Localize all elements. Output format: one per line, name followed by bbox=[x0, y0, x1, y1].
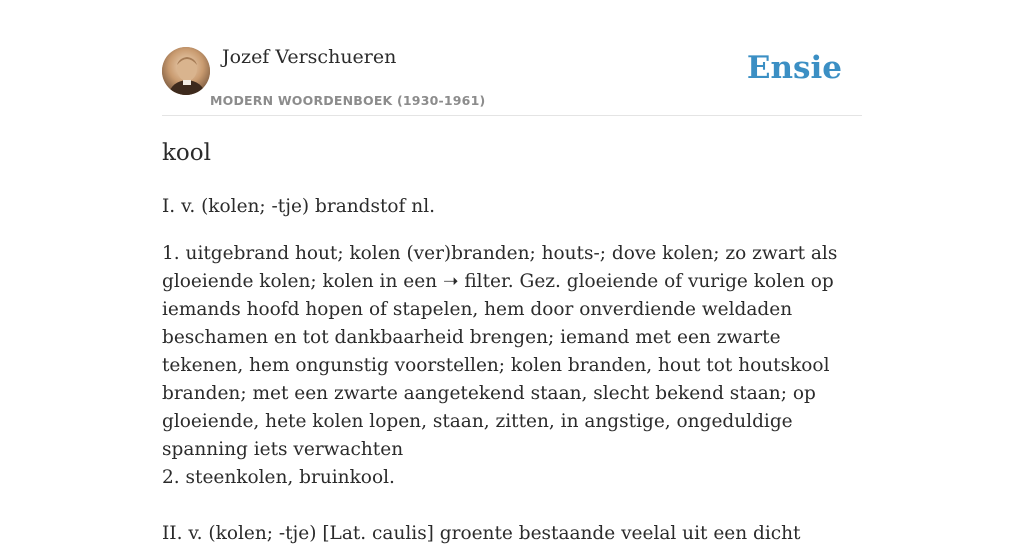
source-label[interactable]: MODERN WOORDENBOEK (1930-1961) bbox=[210, 93, 486, 108]
entry-page bbox=[162, 0, 862, 544]
author-portrait-icon bbox=[162, 47, 210, 95]
definition-spacer bbox=[162, 492, 862, 520]
entry-term: kool bbox=[162, 140, 211, 166]
ensie-logo[interactable]: Ensie bbox=[746, 50, 842, 86]
definition-senses bbox=[162, 240, 862, 548]
author-avatar[interactable] bbox=[162, 47, 210, 95]
author-name[interactable]: Jozef Verschueren bbox=[222, 46, 397, 68]
entry-definition bbox=[162, 193, 862, 548]
definition-second-meaning: II. v. (kolen; -tje) [Lat. caulis] groente bestaande veelal uit een dicht bbox=[162, 523, 801, 544]
definition-sense: 1. uitgebrand hout; kolen (ver)branden; houts-; dove kolen; zo zwart als gloeiende kolen; kolen in een ➝ filter. Gez. gloeiende of vurige kolen op iemands hoofd hopen of stapelen, hem door onverdiende weldaden beschamen en tot dankbaarheid brengen; iemand met een zwarte tekenen, hem ongunstig voorstellen; kolen branden, hout tot houtskool branden; met een zwarte aangetekend staan, slecht bekend staan; op gloeiende, hete kolen lopen, staan, zitten, in angstige, ongeduldige spanning iets verwachten bbox=[162, 243, 838, 460]
definition-intro: I. v. (kolen; -tje) brandstof nl. bbox=[162, 196, 435, 217]
definition-sense: 2. steenkolen, bruinkool. bbox=[162, 467, 395, 488]
entry-header bbox=[162, 0, 862, 116]
